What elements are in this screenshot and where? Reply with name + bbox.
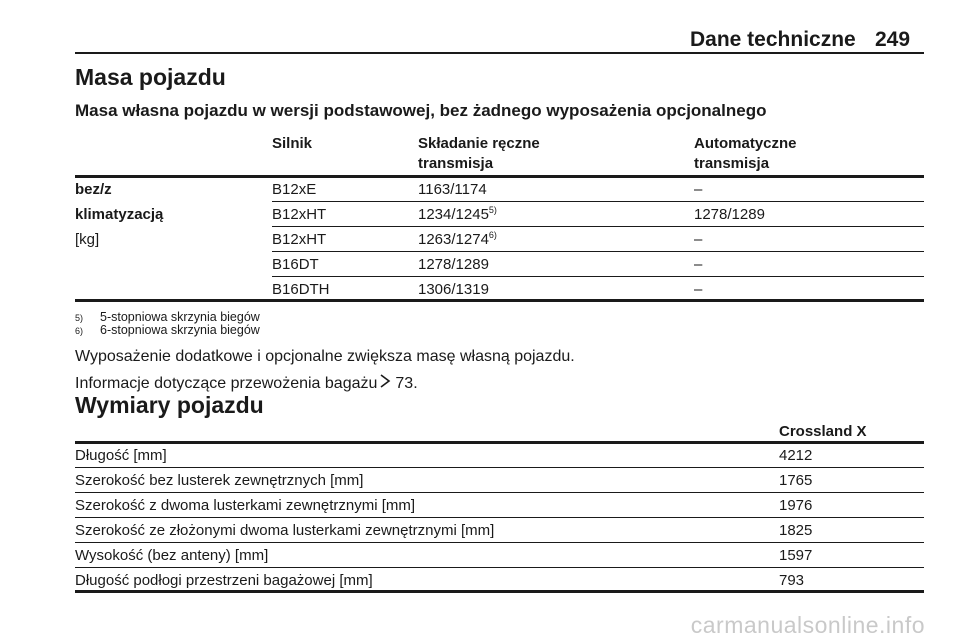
section-subtitle-mass: Masa własna pojazdu w wersji podstawowej, bez żadnego wyposażenia opcjonalnego xyxy=(75,101,767,120)
column-header-manual xyxy=(418,134,540,174)
column-header-model: Crossland X xyxy=(779,423,867,440)
page-reference-link[interactable]: 73. xyxy=(395,375,418,392)
table-row-divider xyxy=(272,276,924,277)
dimension-label: Długość podłogi przestrzeni bagażowej [mm] xyxy=(75,572,373,589)
footnote xyxy=(75,323,260,338)
row-label-unit: [kg] xyxy=(75,231,100,248)
row-label-line2: klimatyzacją xyxy=(75,206,164,223)
column-header-automatic xyxy=(694,134,797,174)
column-header-automatic-line2: transmisja xyxy=(694,155,770,172)
table-header-rule xyxy=(75,175,924,178)
table-cell-automatic: – xyxy=(694,181,703,198)
dimension-label: Wysokość (bez anteny) [mm] xyxy=(75,547,269,564)
table-cell-engine: B16DT xyxy=(272,256,319,273)
dimension-value: 793 xyxy=(779,572,805,589)
table-cell-automatic: – xyxy=(694,256,703,273)
table-cell-engine: B12xHT xyxy=(272,206,327,223)
table-cell-automatic: 1278/1289 xyxy=(694,206,765,223)
paragraph-additional-equipment: Wyposażenie dodatkowe i opcjonalne zwiększa masę własną pojazdu. xyxy=(75,348,575,365)
table-bottom-rule xyxy=(75,299,924,302)
column-header-manual-line2: transmisja xyxy=(418,155,494,172)
table-row-divider xyxy=(75,542,924,543)
dimension-label: Szerokość bez lusterek zewnętrznych [mm] xyxy=(75,472,364,489)
table-header-rule xyxy=(75,441,924,444)
watermark: carmanualsonline.info xyxy=(690,612,925,638)
column-header-engine: Silnik xyxy=(272,135,313,152)
column-header-automatic-line1: Automatyczne xyxy=(694,135,797,152)
row-label-line1: bez/z xyxy=(75,181,112,198)
dimension-label: Szerokość ze złożonymi dwoma lusterkami zewnętrznymi [mm] xyxy=(75,522,495,539)
footnote-text: 6-stopniowa skrzynia biegów xyxy=(100,323,260,337)
dimension-value: 1976 xyxy=(779,497,813,514)
table-row-divider xyxy=(75,492,924,493)
table-row-divider xyxy=(272,201,924,202)
paragraph-luggage-reference: Informacje dotyczące przewożenia bagażu 73. xyxy=(75,375,418,392)
table-cell-manual: 1306/1319 xyxy=(418,281,489,298)
section-title-mass: Masa pojazdu xyxy=(75,64,226,90)
table-row-divider xyxy=(75,517,924,518)
table-cell-automatic: – xyxy=(694,281,703,298)
table-cell-automatic: – xyxy=(694,231,703,248)
footnote-mark: 5) xyxy=(75,313,84,323)
dimension-value: 1765 xyxy=(779,472,813,489)
table-row-divider xyxy=(272,251,924,252)
dimension-label: Długość [mm] xyxy=(75,447,167,464)
table-cell-engine: B12xHT xyxy=(272,231,327,248)
table-row-divider xyxy=(75,467,924,468)
column-header-manual-line1: Składanie ręczne xyxy=(418,135,540,152)
page-number: 249 xyxy=(875,28,911,51)
table-cell-manual: 1278/1289 xyxy=(418,256,489,273)
footnote-text: 5-stopniowa skrzynia biegów xyxy=(100,310,260,324)
running-header-title: Dane techniczne xyxy=(690,28,856,51)
table-row-divider xyxy=(272,226,924,227)
section-title-dimensions: Wymiary pojazdu xyxy=(75,392,264,418)
table-cell-manual: 1263/1274$^{6)}$ xyxy=(418,230,497,248)
table-cell-manual: 1234/1245$^{5)}$ xyxy=(418,205,497,223)
footnote-mark: 6) xyxy=(75,326,84,336)
dimension-label: Szerokość z dwoma lusterkami zewnętrznymi [mm] xyxy=(75,497,416,514)
table-cell-manual: 1163/1174 xyxy=(418,181,487,198)
table-cell-engine: B12xE xyxy=(272,181,317,198)
dimension-value: 1597 xyxy=(779,547,813,564)
header-divider xyxy=(75,52,924,54)
table-cell-engine: B16DTH xyxy=(272,281,330,298)
page-reference-arrow-icon xyxy=(379,374,391,391)
table-bottom-rule xyxy=(75,590,924,593)
table-row-divider xyxy=(75,567,924,568)
dimension-value: 1825 xyxy=(779,522,813,539)
dimension-value: 4212 xyxy=(779,447,813,464)
